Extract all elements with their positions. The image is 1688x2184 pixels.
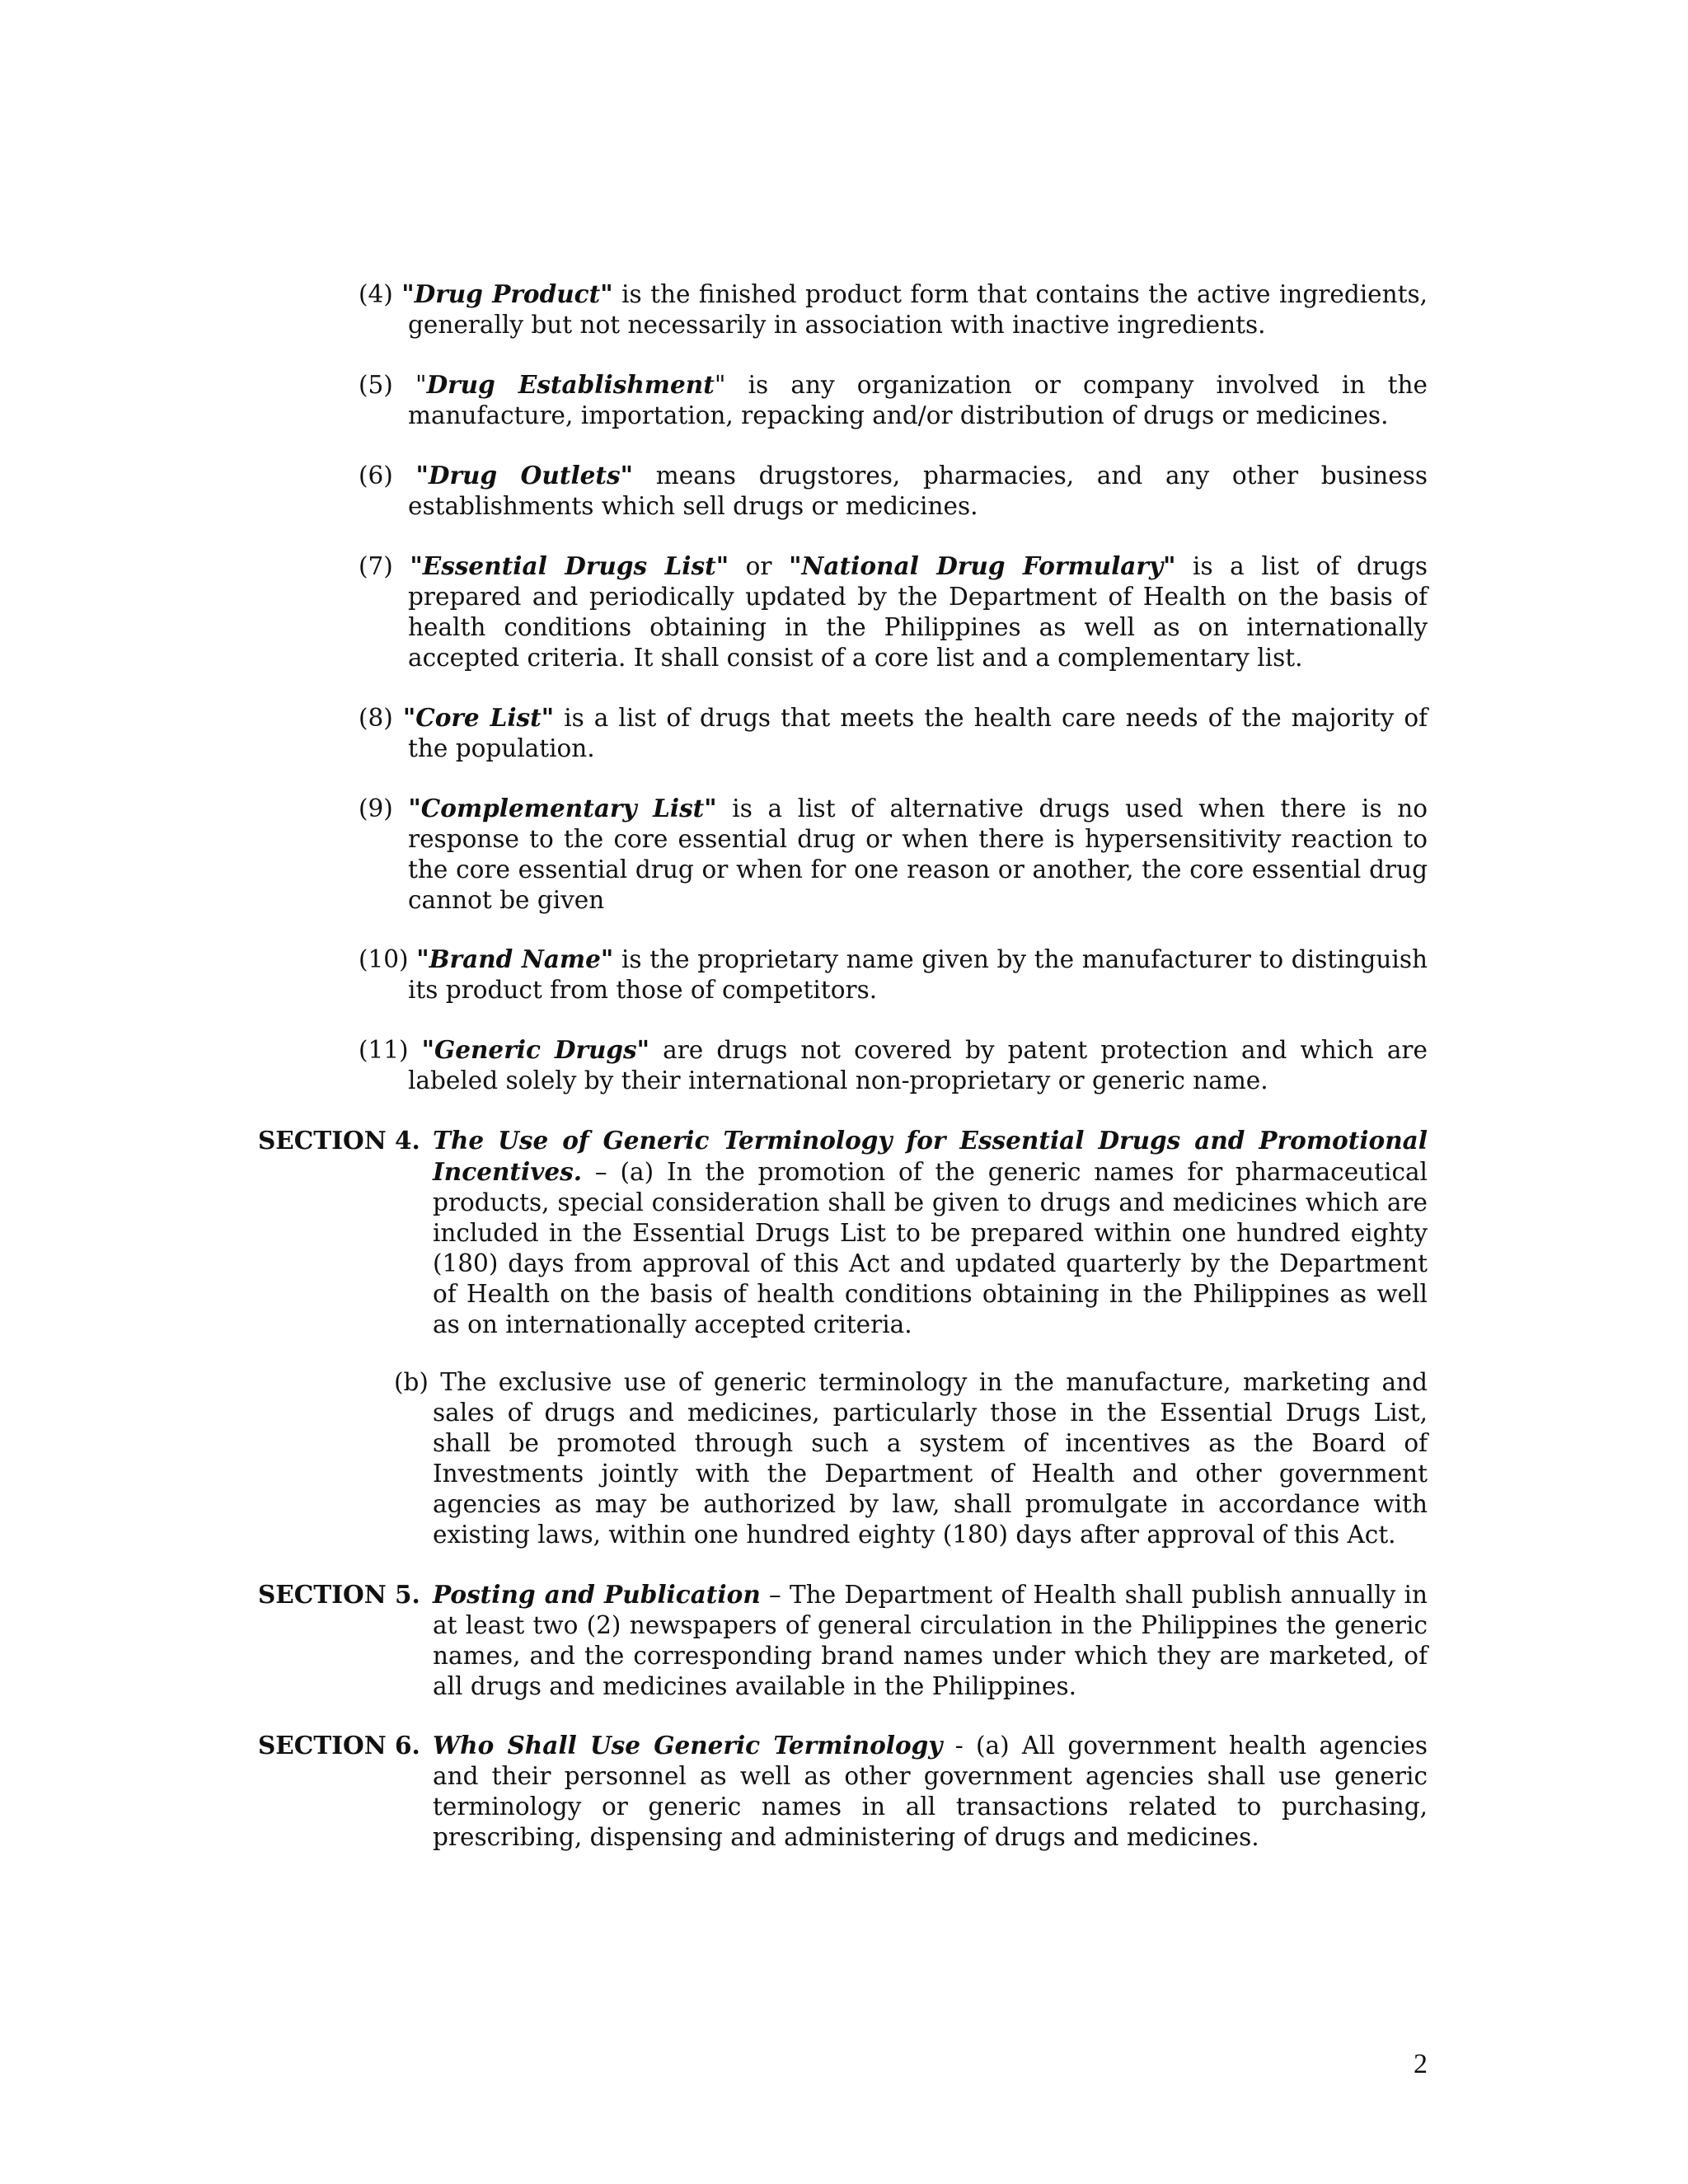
definition-term: "Generic Drugs" xyxy=(421,1035,650,1064)
definition-term: "Brand Name" xyxy=(416,944,614,973)
definition-item xyxy=(359,944,1428,1005)
definition-term-alt: "National Drug Formulary" xyxy=(789,551,1176,580)
definition-term: "Drug Outlets" xyxy=(415,461,634,490)
definition-prefix: " xyxy=(415,371,427,399)
definition-item xyxy=(359,369,1428,431)
section-title: The Use of Generic Terminology for Essential Drugs and Promotional Incentives. xyxy=(433,1126,1428,1186)
section-4 xyxy=(258,1125,1428,1340)
section-body: – The Department of Health shall publish annually in at least two (2) newspapers of general circulation in the Philippines the generic names, and the corresponding brand names under which they are marketed, of all drugs and medicines available in the Philippines. xyxy=(433,1581,1428,1700)
definition-number: (9) xyxy=(359,794,393,823)
definition-term: Drug Establishment xyxy=(426,370,715,399)
section-title: Who Shall Use Generic Terminology xyxy=(433,1731,943,1760)
section-4-subparagraph-b xyxy=(394,1367,1428,1550)
section-title: Posting and Publication xyxy=(433,1580,761,1609)
definition-item xyxy=(359,279,1428,340)
definition-text: is a list of drugs that meets the health care needs of the majority of the population. xyxy=(408,704,1428,762)
subparagraph-text: (b) The exclusive use of generic terminology in the manufacture, marketing and sales of drugs and medicines, particularly those in the Essential Drugs List, shall be promoted through such a system of incentives as the Board of Investments jointly with the Department of Health and other government agencies as may be authorized by law, shall promulgate in accordance with existing laws, within one hundred eighty (180) days after approval of this Act. xyxy=(394,1368,1428,1549)
definition-item xyxy=(359,793,1428,916)
definition-term: "Core List" xyxy=(402,703,555,732)
section-label: SECTION 6. xyxy=(258,1731,420,1760)
definition-text: are drugs not covered by patent protection and which are labeled solely by their international non-proprietary or generic name. xyxy=(408,1036,1428,1094)
definition-number: (5) xyxy=(359,371,393,399)
definition-text: is the proprietary name given by the manufacturer to distinguish its product from those of competitors. xyxy=(408,945,1428,1004)
definition-text: is a list of alternative drugs used when there is no response to the core essential drug or when there is hypersensitivity reaction to the core essential drug or when for one reason or another, the core essential drug cannot be given xyxy=(408,794,1428,914)
definition-item xyxy=(359,1034,1428,1096)
definition-number: (11) xyxy=(359,1036,409,1064)
definition-item xyxy=(359,702,1428,764)
section-label: SECTION 4. xyxy=(258,1126,420,1155)
definition-text: is the finished product form that contains the active ingredients, generally but not necessarily in association with inactive ingredients. xyxy=(408,280,1428,339)
definition-term: "Complementary List" xyxy=(408,794,717,823)
section-body: - (a) All government health agencies and their personnel as well as other government agencies shall use generic terminology or generic names in all transactions related to purchasing, prescribing, dispensing and administering of drugs and medicines. xyxy=(433,1732,1428,1851)
definition-term: "Drug Product" xyxy=(401,279,613,308)
definition-term: "Essential Drugs List" xyxy=(410,551,729,580)
definition-text: " is any organization or company involved in the manufacture, importation, repacking and/or distribution of drugs or medicines. xyxy=(408,371,1428,429)
definition-number: (7) xyxy=(359,552,393,580)
definition-number: (6) xyxy=(359,462,393,490)
definition-number: (10) xyxy=(359,945,409,973)
definition-number: (8) xyxy=(359,704,393,732)
definition-item xyxy=(359,460,1428,522)
section-body: – (a) In the promotion of the generic names for pharmaceutical products, special consideration shall be given to drugs and medicines which are included in the Essential Drugs List to be prepared within one hundred eighty (180) days from approval of this Act and updated quarterly by the Department of Health on the basis of health conditions obtaining in the Philippines as well as on internationally accepted criteria. xyxy=(433,1158,1428,1338)
definition-text: is a list of drugs prepared and periodically updated by the Department of Health on the basis of health conditions obtaining in the Philippines as well as on internationally accepted criteria. It shall consist of a core list and a complementary list. xyxy=(408,552,1428,672)
page-number: 2 xyxy=(1414,2049,1428,2079)
definition-item xyxy=(359,551,1428,673)
section-label: SECTION 5. xyxy=(258,1580,420,1609)
definition-number: (4) xyxy=(359,280,393,308)
section-5 xyxy=(258,1579,1428,1702)
definition-connector: or xyxy=(729,552,790,580)
section-6 xyxy=(258,1730,1428,1853)
definition-text: means drugstores, pharmacies, and any other business establishments which sell drugs or medicines. xyxy=(408,462,1428,520)
